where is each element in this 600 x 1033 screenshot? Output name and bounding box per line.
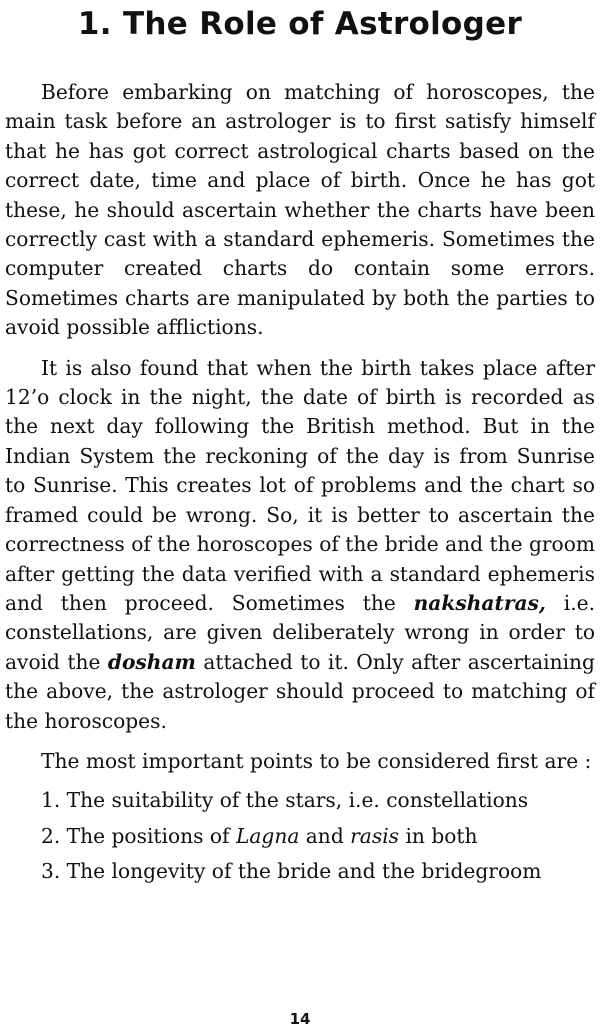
paragraph-birth-date [5,354,595,736]
page-body [5,78,595,893]
points-list [5,786,595,886]
point-text: in both [399,823,478,848]
term-lagna: Lagna [235,823,300,848]
point-text: 2. The positions of [41,823,236,848]
term-rasis: rasis [350,823,400,848]
point-item: 1. The suitability of the stars, i.e. constellations [41,788,529,813]
point-item [5,822,595,851]
chapter-title: 1. The Role of Astrologer [77,6,523,42]
paragraph-text: attached to it. Only after ascertaining the above, the astrologer should proceed to matching of the horoscopes. [5,649,595,733]
page-number: 14 [289,1010,311,1028]
paragraph-text: i.e. constellations, are given deliberately wrong in order to avoid the [5,590,596,674]
term-dosham: dosham [107,649,196,674]
paragraph-text: It is also found that when the birth takes place after 12’o clock in the night, the date of birth is recorded as the next day following the British method. But in the Indian System the reckoning of the day is from Sunrise to Sunrise. This creates lot of problems and the chart so framed could be wrong. So, it is better to ascertain the correctness of the horoscopes of the bride and the groom after getting the data verified with a standard ephemeris and then proceed. Sometimes the [5,355,595,615]
term-nakshatras: nakshatras, [413,590,546,615]
paragraph-intro: Before embarking on matching of horoscopes, the main task before an astrologer is to first satisfy himself that he has got correct astrological charts based on the correct date, time and place of birth. Once he has got these, he should ascertain whether the charts have been correctly cast with a standard ephemeris. Sometimes the computer created charts do contain some errors. Sometimes charts are manipulated by both the parties to avoid possible afflictions. [5,80,595,340]
paragraph-points-intro: The most important points to be considered first are : [41,748,592,773]
point-text: and [299,823,351,848]
point-item: 3. The longevity of the bride and the bridegroom [41,859,542,884]
